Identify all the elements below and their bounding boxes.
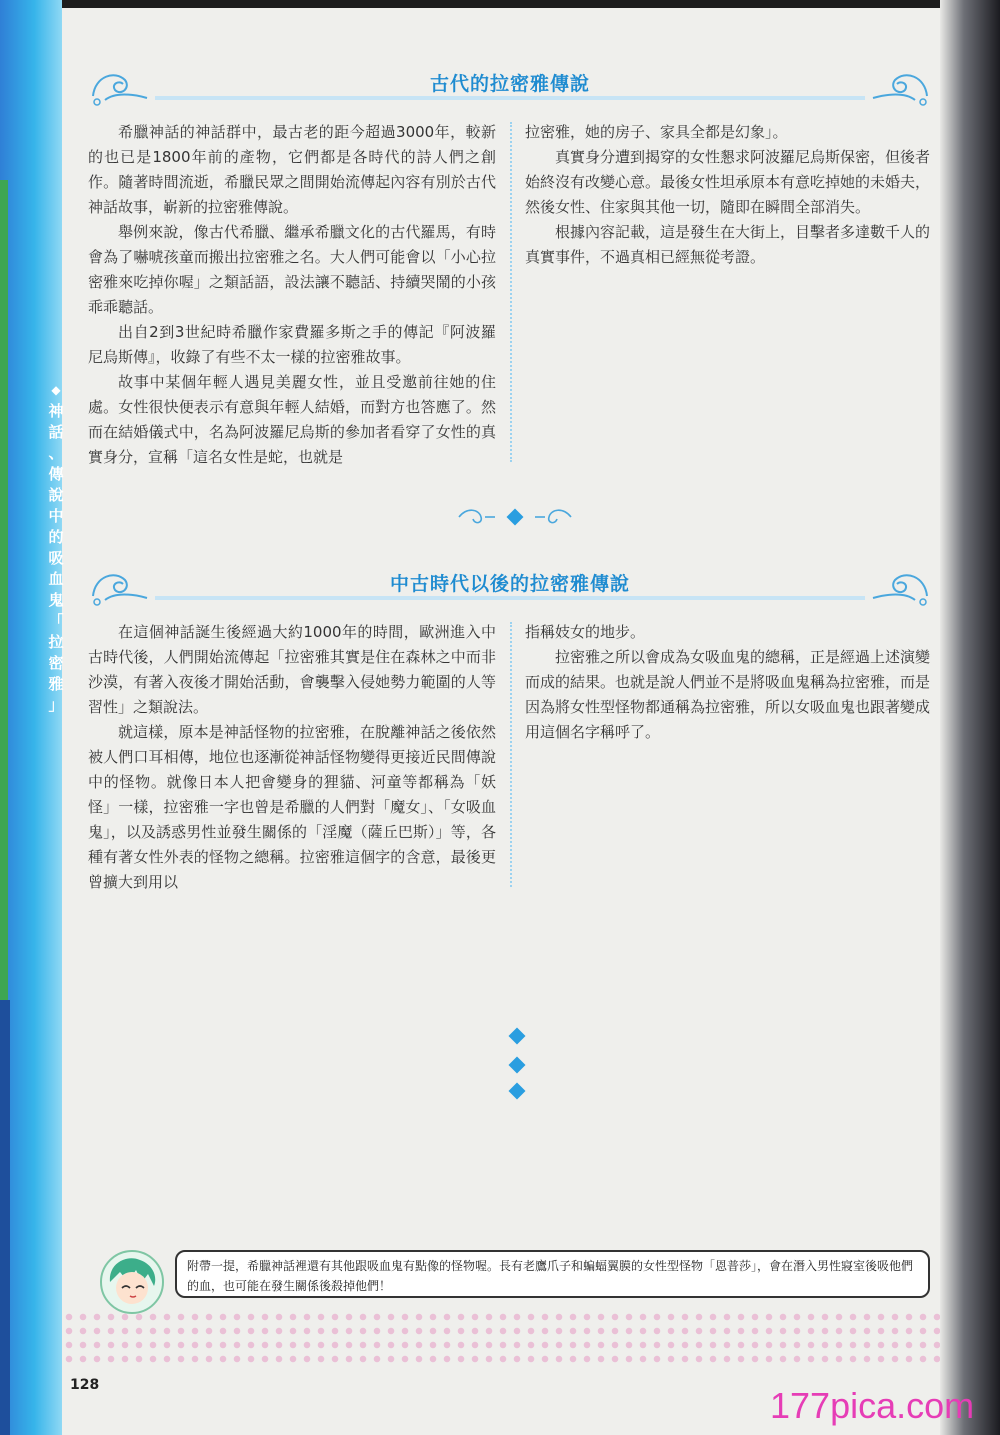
side-title-char: 說 [48,486,64,504]
body-paragraph: 拉密雅之所以會成為女吸血鬼的總稱，正是經過上述演變而成的結果。也就是說人們並不是將吸血鬼稱為拉密雅，而是因為將女性型怪物都通稱為拉密雅，所以女吸血鬼也跟著變成用這個名字稱呼了。 [525,648,931,741]
side-title-char: 血 [48,570,64,588]
body-paragraph: 故事中某個年輕人遇見美麗女性，並且受邀前往她的住處。女性很快便表示有意與年輕人結婚，而對方也答應了。然而在結婚儀式中，名為阿波羅尼烏斯的參加者看穿了女性的真實身分，宣稱「這名女性是蛇，也就是 [88,373,496,466]
left-strip-blue-band [0,1000,10,1435]
section-header-rule [155,596,865,600]
section-2-right-column [525,620,930,745]
right-flourish-icon [865,62,935,106]
side-title-char: 雅 [48,675,64,693]
body-paragraph: 舉例來說，像古代希臘、繼承希臘文化的古代羅馬，有時會為了嚇唬孩童而搬出拉密雅之名。大人們可能會以「小心拉密雅來吃掉你喔」之類話語，設法讓不聽話、持續哭鬧的小孩乖乖聽話。 [88,223,496,316]
side-title-char: 的 [48,528,64,546]
body-paragraph-continuation: 指稱妓女的地步。 [525,623,646,641]
swirl-divider-icon [455,505,575,529]
right-flourish-icon [865,562,935,606]
body-paragraph-continuation: 拉密雅，她的房子、家具全都是幻象」。 [525,123,788,141]
side-title-char: 拉 [48,633,64,651]
body-paragraph: 出自2到3世紀時希臘作家費羅多斯之手的傳記『阿波羅尼烏斯傳』，收錄了有些不太一樣的拉密雅故事。 [88,323,496,366]
side-title-char: 神 [48,402,64,420]
side-title-char: 「 [48,612,64,630]
section-1-header [85,62,935,106]
speech-bubble-note: 附帶一提，希臘神話裡還有其他跟吸血鬼有點像的怪物喔。長有老鷹爪子和蝙蝠翼膜的女性型怪物「恩普莎」，會在潛入男性寢室後吸他們的血，也可能在發生關係後殺掉他們！ [175,1250,930,1298]
section-separator-ornament [455,505,575,529]
section-1-right-column [525,120,930,270]
left-color-strip [0,0,62,1435]
body-paragraph: 根據內容記載，這是發生在大街上，目擊者多達數千人的真實事件，不過真相已經無從考證。 [525,223,931,266]
section-title: 中古時代以後的拉密雅傳說 [389,573,630,595]
chapter-side-title [44,380,68,716]
side-title-char: 話 [48,423,64,441]
dotted-decoration [62,1310,940,1365]
site-watermark: 177pica.com [770,1385,975,1426]
scan-top-edge [0,0,1000,8]
diamond-ornament-icon [509,1057,526,1074]
column-divider [510,622,512,887]
column-divider [510,122,512,462]
side-title-char: 傳 [48,465,64,483]
side-title-char: 」 [48,696,64,714]
side-title-char: 中 [48,507,64,525]
diamond-ornament-icon [509,1028,526,1045]
side-title-char: 密 [48,654,64,672]
page-number: 128 [70,1377,100,1393]
diamond-ornament-icon [509,1083,526,1100]
body-paragraph: 希臘神話的神話群中，最古老的距今超過3000年，較新的也已是1800年前的產物，它們都是各時代的詩人們之創作。隨著時間流逝，希臘民眾之間開始流傳起內容有別於古代神話故事，嶄新的拉密雅傳說。 [88,123,496,216]
body-paragraph: 就這樣，原本是神話怪物的拉密雅，在脫離神話之後依然被人們口耳相傳，地位也逐漸從神話怪物變得更接近民間傳說中的怪物。就像日本人把會變身的狸貓、河童等都稱為「妖怪」一樣，拉密雅一字也曾是希臘的人們對「魔女」、「女吸血鬼」，以及誘惑男性並發生關係的「淫魔（薩丘巴斯）」等，各種有著女性外表的怪物之總稱。拉密雅這個字的含意，最後更曾擴大到用以 [88,723,496,891]
body-paragraph: 在這個神話誕生後經過大約1000年的時間，歐洲進入中古時代後，人們開始流傳起「拉密雅其實是住在森林之中而非沙漠，有著入夜後才開始活動，會襲擊入侵她勢力範圍的人等習性」之類說法。 [88,623,496,716]
mascot-avatar-icon [100,1250,164,1314]
side-title-char: 鬼 [48,591,64,609]
section-title: 古代的拉密雅傳說 [429,73,590,95]
side-title-char: 吸 [48,549,64,567]
section-header-rule [155,96,865,100]
book-spine-shadow [940,0,1000,1435]
left-strip-green-band [0,180,8,1000]
mascot-face-icon [102,1252,162,1312]
body-paragraph: 真實身分遭到揭穿的女性懇求阿波羅尼烏斯保密，但後者始終沒有改變心意。最後女性坦承原本有意吃掉她的未婚夫，然後女性、住家與其他一切，隨即在瞬間全部消失。 [525,148,931,216]
section-2-header [85,562,935,606]
side-title-char: 、 [48,444,64,462]
section-2-left-column [88,620,496,895]
section-1-left-column [88,120,496,470]
side-title-bullet: ◆ [51,383,61,397]
